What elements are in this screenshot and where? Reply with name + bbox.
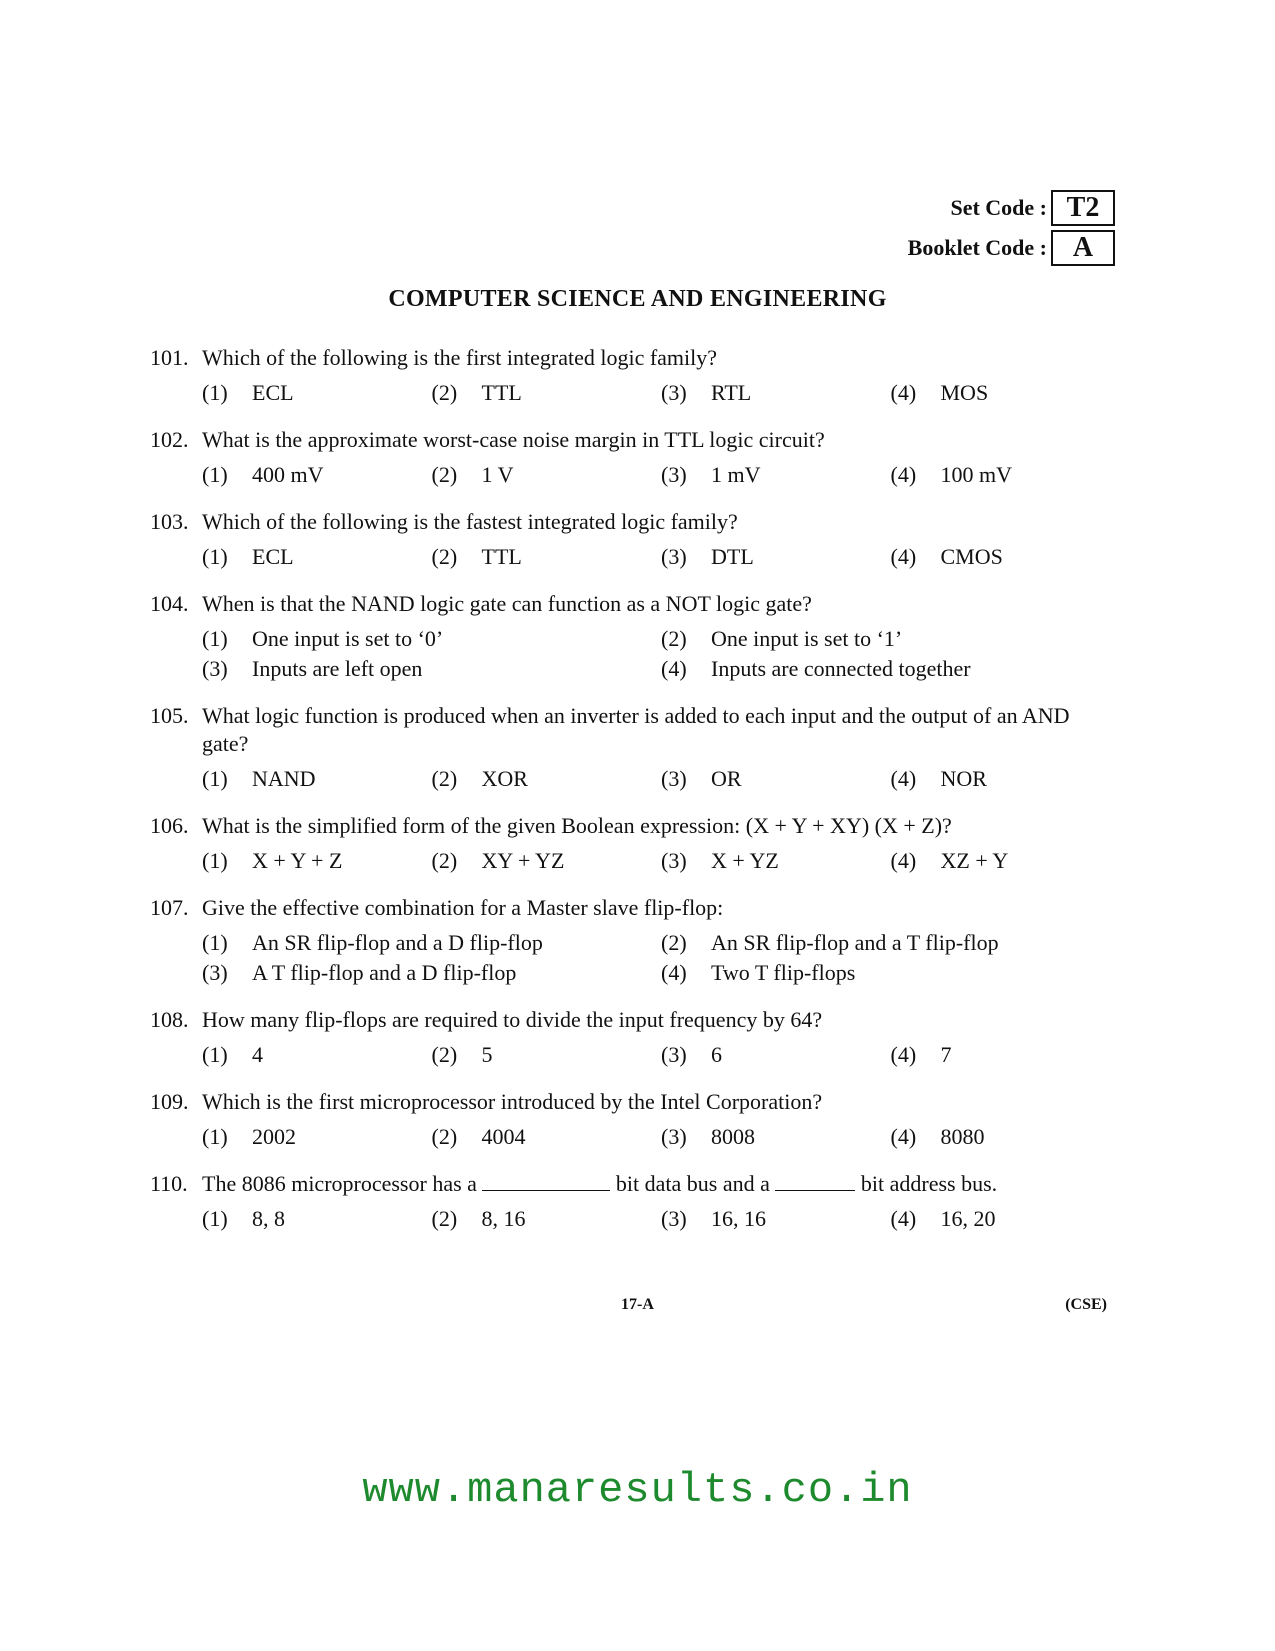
option-text: NAND (252, 766, 316, 791)
option-text: 8080 (940, 1124, 985, 1149)
option-number: (4) (890, 1042, 917, 1067)
options (202, 542, 1120, 572)
option-number: (3) (202, 960, 228, 985)
option-number: (4) (890, 848, 917, 873)
question (150, 894, 1120, 988)
option-text: 4004 (481, 1124, 526, 1149)
option-text: One input is set to ‘0’ (252, 626, 444, 651)
option (891, 764, 1121, 794)
option-number: (4) (890, 1206, 917, 1231)
option-number: (2) (431, 544, 458, 569)
option (202, 764, 432, 794)
option (202, 460, 432, 490)
option-number: (2) (431, 1206, 458, 1231)
option-number: (4) (661, 960, 687, 985)
option (432, 1204, 662, 1234)
option-number: (3) (661, 462, 687, 487)
option (432, 378, 662, 408)
option-text: 8, 16 (481, 1206, 526, 1231)
answer-blank (775, 1172, 855, 1191)
option-text: Inputs are left open (252, 656, 423, 681)
booklet-code-value: A (1051, 230, 1115, 266)
question-text (202, 1170, 1120, 1198)
option-text: TTL (481, 380, 522, 405)
option (661, 846, 891, 876)
option-text: 400 mV (252, 462, 324, 487)
question-text-part: The 8086 microprocessor has a (202, 1171, 477, 1196)
question-text: How many flip-flops are required to divide the input frequency by 64? (202, 1007, 823, 1032)
option (891, 378, 1121, 408)
question-text: Which of the following is the fastest integrated logic family? (202, 509, 738, 534)
option-number: (1) (202, 626, 228, 651)
question (150, 508, 1120, 572)
option-number: (3) (661, 1124, 687, 1149)
option (202, 1122, 432, 1152)
option (432, 542, 662, 572)
question-number: 110. (150, 1171, 188, 1196)
options (202, 1204, 1120, 1234)
option-text: NOR (940, 766, 987, 791)
options (202, 1040, 1120, 1070)
question-number: 108. (150, 1007, 189, 1032)
option (202, 378, 432, 408)
option (202, 654, 661, 684)
option-text: An SR flip-flop and a D flip-flop (252, 930, 543, 955)
option-text: RTL (711, 380, 752, 405)
question (150, 1088, 1120, 1152)
option-number: (4) (890, 1124, 917, 1149)
option-text: An SR flip-flop and a T flip-flop (711, 930, 999, 955)
option-text: 2002 (252, 1124, 296, 1149)
option (891, 1122, 1121, 1152)
option (891, 460, 1121, 490)
question (150, 344, 1120, 408)
question-number: 103. (150, 509, 189, 534)
question-number: 101. (150, 345, 189, 370)
option-text: 8, 8 (252, 1206, 285, 1231)
option-text: 1 mV (711, 462, 761, 487)
option-number: (2) (431, 380, 458, 405)
option (202, 1204, 432, 1234)
option-text: A T flip-flop and a D flip-flop (252, 960, 517, 985)
question-number: 102. (150, 427, 189, 452)
options (202, 624, 1120, 684)
question (150, 812, 1120, 876)
question-text: Which is the first microprocessor introduced by the Intel Corporation? (202, 1089, 823, 1114)
option-text: 7 (940, 1042, 952, 1067)
question-number: 105. (150, 703, 189, 728)
question-number: 107. (150, 895, 189, 920)
option-text: One input is set to ‘1’ (711, 626, 903, 651)
subject-code: (CSE) (1065, 1296, 1107, 1313)
answer-blank (482, 1172, 610, 1191)
option-number: (2) (431, 462, 458, 487)
option (661, 654, 1120, 684)
option-number: (3) (661, 766, 687, 791)
option (891, 1040, 1121, 1070)
question (150, 590, 1120, 684)
option (891, 1204, 1121, 1234)
option (891, 846, 1121, 876)
option-number: (1) (202, 380, 228, 405)
options (202, 928, 1120, 988)
question-text: Which of the following is the first integrated logic family? (202, 345, 718, 370)
option-number: (3) (661, 544, 687, 569)
option-text: ECL (252, 380, 294, 405)
option (202, 846, 432, 876)
option (661, 542, 891, 572)
option-text: CMOS (940, 544, 1003, 569)
option-number: (1) (202, 766, 228, 791)
option-text: XOR (481, 766, 528, 791)
question-text: Give the effective combination for a Master slave flip-flop: (202, 895, 724, 920)
option-text: TTL (481, 544, 522, 569)
question-number: 106. (150, 813, 189, 838)
question-number: 109. (150, 1089, 189, 1114)
question (150, 1170, 1120, 1234)
option-text: 1 V (481, 462, 514, 487)
question (150, 702, 1120, 794)
option (661, 460, 891, 490)
option (661, 958, 1120, 988)
option-text: X + Y + Z (252, 848, 343, 873)
option (202, 928, 661, 958)
option (202, 958, 661, 988)
option (661, 378, 891, 408)
option-number: (1) (202, 462, 228, 487)
option (661, 1040, 891, 1070)
set-code-label: Set Code : (950, 195, 1047, 220)
option-text: Inputs are connected together (711, 656, 971, 681)
option-text: X + YZ (711, 848, 779, 873)
option-number: (1) (202, 848, 228, 873)
option-number: (2) (431, 848, 458, 873)
option-number: (2) (431, 1042, 458, 1067)
option-number: (2) (431, 1124, 458, 1149)
option-number: (1) (202, 930, 228, 955)
option (432, 1040, 662, 1070)
options (202, 378, 1120, 408)
option-text: 5 (481, 1042, 493, 1067)
set-code-row (908, 190, 1115, 226)
option-number: (3) (202, 656, 228, 681)
option-text: 6 (711, 1042, 722, 1067)
option-number: (1) (202, 1206, 228, 1231)
question-text: What is the simplified form of the given Boolean expression: (X + Y + XY) (X + Z)? (202, 813, 952, 838)
question-text: What logic function is produced when an inverter is added to each input and the output of an AND gate? (202, 703, 1070, 756)
option-number: (2) (431, 766, 458, 791)
option-number: (1) (202, 544, 228, 569)
option (202, 542, 432, 572)
option-number: (4) (890, 544, 917, 569)
option-number: (3) (661, 1042, 687, 1067)
option (432, 846, 662, 876)
page-code: 17-A (621, 1296, 654, 1313)
option-text: ECL (252, 544, 294, 569)
question (150, 1006, 1120, 1070)
option-text: 16, 16 (711, 1206, 766, 1231)
option (432, 764, 662, 794)
option-number: (1) (202, 1042, 228, 1067)
option-text: XY + YZ (481, 848, 565, 873)
option-number: (4) (890, 766, 917, 791)
option (891, 542, 1121, 572)
option (432, 1122, 662, 1152)
option (661, 764, 891, 794)
option (661, 1122, 891, 1152)
option-number: (2) (661, 626, 687, 651)
question (150, 426, 1120, 490)
option-text: XZ + Y (940, 848, 1009, 873)
options (202, 846, 1120, 876)
watermark-link[interactable]: www.manaresults.co.in (362, 1466, 913, 1514)
booklet-code-row (908, 230, 1115, 266)
option (202, 624, 661, 654)
option (661, 1204, 891, 1234)
question-text-part: bit data bus and a (615, 1171, 770, 1196)
options (202, 1122, 1120, 1152)
option-text: 8008 (711, 1124, 755, 1149)
option (202, 1040, 432, 1070)
option-number: (4) (890, 462, 917, 487)
option (432, 460, 662, 490)
question-number: 104. (150, 591, 189, 616)
set-code-value: T2 (1051, 190, 1115, 226)
question-text-part: bit address bus. (860, 1171, 998, 1196)
option-text: 16, 20 (940, 1206, 996, 1231)
option-number: (3) (661, 1206, 687, 1231)
option-text: 100 mV (940, 462, 1012, 487)
option-number: (4) (890, 380, 917, 405)
option-number: (3) (661, 848, 687, 873)
option-number: (4) (661, 656, 687, 681)
options (202, 460, 1120, 490)
option-number: (3) (661, 380, 687, 405)
code-block (908, 190, 1115, 270)
option (661, 928, 1120, 958)
page-title: COMPUTER SCIENCE AND ENGINEERING (388, 286, 887, 312)
option-text: MOS (940, 380, 989, 405)
question-text: What is the approximate worst-case noise margin in TTL logic circuit? (202, 427, 825, 452)
option-text: DTL (711, 544, 754, 569)
booklet-code-label: Booklet Code : (907, 235, 1047, 260)
option-text: OR (711, 766, 742, 791)
option-number: (2) (661, 930, 687, 955)
option-text: Two T flip-flops (711, 960, 856, 985)
option-number: (1) (202, 1124, 228, 1149)
question-list (150, 344, 1120, 1252)
option-text: 4 (252, 1042, 263, 1067)
question-text: When is that the NAND logic gate can function as a NOT logic gate? (202, 591, 812, 616)
option (661, 624, 1120, 654)
options (202, 764, 1120, 794)
